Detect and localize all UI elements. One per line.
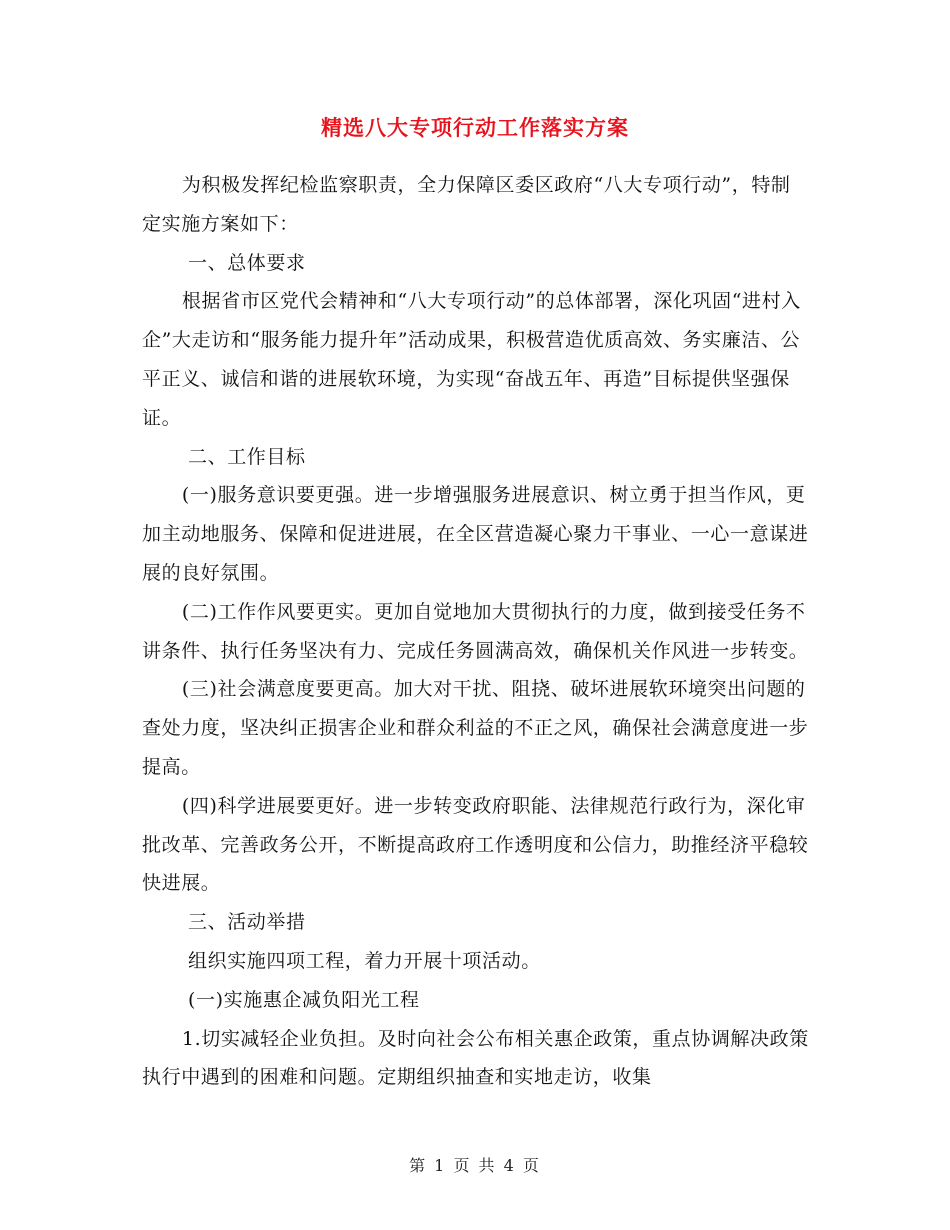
paragraph-measure-1: 1.切实减轻企业负担。及时向社会公布相关惠企政策，重点协调解决政策执行中遇到的困难和问题。定期组织抽查和实地走访，收集	[142, 1027, 809, 1089]
page-footer: 第 1 页 共 4 页	[409, 1156, 541, 1175]
paragraph-goal-2: (二)工作作风要更实。更加自觉地加大贯彻执行的力度，做到接受任务不讲条件、执行任务坚决有力、完成任务圆满高效，确保机关作风进一步转变。	[142, 600, 809, 662]
paragraph-intro: 为积极发挥纪检监察职责，全力保障区委区政府“八大专项行动”，特制定实施方案如下：	[142, 174, 791, 235]
section-heading-measures: 三、活动举措	[188, 911, 306, 934]
paragraph-general-requirements: 根据省市区党代会精神和“八大专项行动”的总体部署，深化巩固“进村入企”大走访和“服务能力提升年”活动成果，积极营造优质高效、务实廉洁、公平正义、诚信和谐的进展软环境，为实现“奋战五年、再造”目标提供坚强保证。	[142, 290, 801, 429]
paragraph-measures-summary: 组织实施四项工程，着力开展十项活动。	[188, 949, 541, 972]
paragraph-goal-4: (四)科学进展要更好。进一步转变政府职能、法律规范行政行为，深化审批改革、完善政务公开，不断提高政府工作透明度和公信力，助推经济平稳较快进展。	[142, 794, 809, 895]
section-heading-general-requirements: 一、总体要求	[188, 251, 306, 274]
paragraph-goal-3: (三)社会满意度要更高。加大对干扰、阻挠、破坏进展软环境突出问题的查处力度，坚决纠正损害企业和群众利益的不正之风，确保社会满意度进一步提高。	[142, 678, 809, 778]
document-title: 精选八大专项行动工作落实方案	[321, 115, 629, 140]
paragraph-goal-1: (一)服务意识要更强。进一步增强服务进展意识、树立勇于担当作风，更加主动地服务、保障和促进进展，在全区营造凝心聚力干事业、一心一意谋进展的良好氛围。	[142, 484, 809, 584]
section-heading-work-goals: 二、工作目标	[188, 445, 306, 468]
subsection-heading-1: (一)实施惠企减负阳光工程	[188, 988, 420, 1011]
document-body	[142, 166, 810, 1097]
